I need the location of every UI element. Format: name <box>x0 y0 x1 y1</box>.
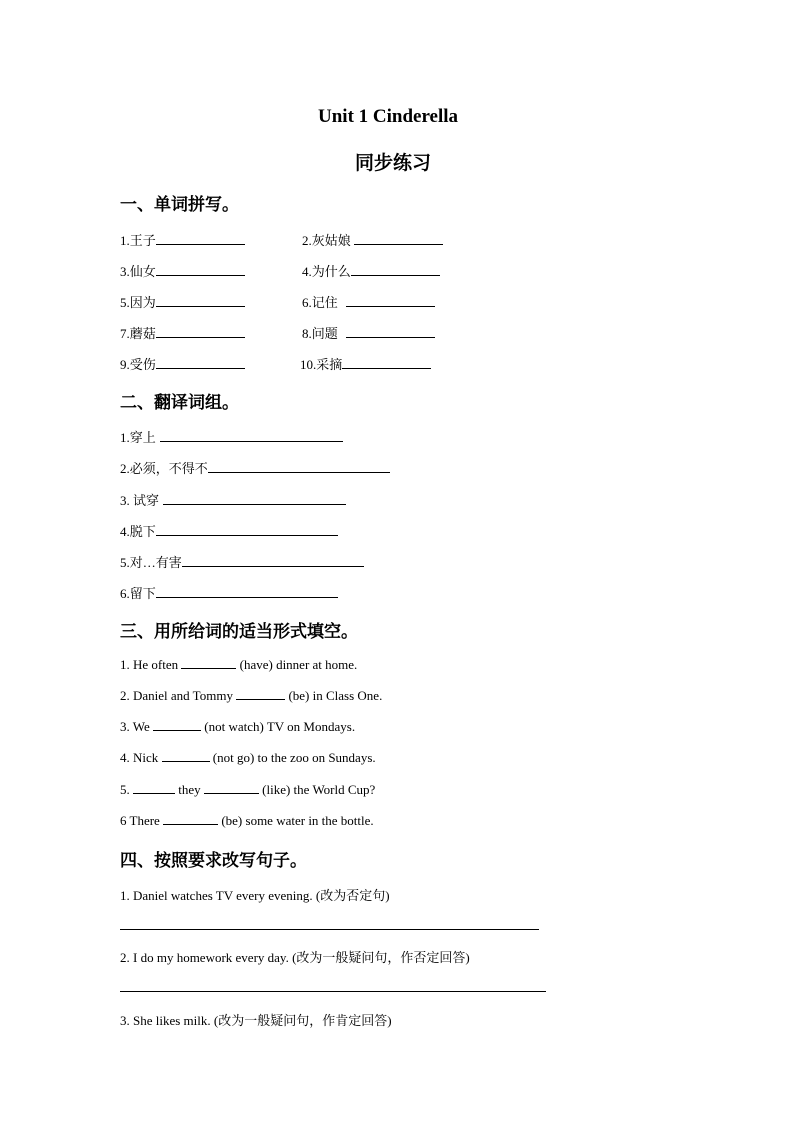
list-item: 1.穿上 <box>120 427 343 446</box>
answer-blank[interactable] <box>156 356 245 369</box>
answer-blank[interactable] <box>346 294 435 307</box>
list-item: 5. they (like) the World Cup? <box>120 782 376 797</box>
answer-blank[interactable] <box>156 523 338 536</box>
answer-blank[interactable] <box>156 585 338 598</box>
answer-blank[interactable] <box>342 356 431 369</box>
answer-blank[interactable] <box>204 781 259 794</box>
list-item: 3.仙女 <box>120 261 245 280</box>
answer-blank[interactable] <box>236 687 285 700</box>
list-item: 5.对…有害 <box>120 552 364 571</box>
list-item: 2.灰姑娘 <box>302 230 443 249</box>
page-subtitle: 同步练习 <box>355 153 432 174</box>
answer-blank[interactable] <box>351 263 440 276</box>
answer-blank[interactable] <box>156 232 245 245</box>
list-item: 1. He often (have) dinner at home. <box>120 657 358 672</box>
answer-blank[interactable] <box>160 429 343 442</box>
list-item: 3. 试穿 <box>120 490 346 509</box>
answer-line[interactable] <box>120 929 539 930</box>
list-item: 2. Daniel and Tommy (be) in Class One. <box>120 688 383 703</box>
section-heading: 四、按照要求改写句子。 <box>120 851 307 870</box>
page-title: Unit 1 Cinderella <box>318 106 459 127</box>
answer-blank[interactable] <box>156 263 245 276</box>
answer-blank[interactable] <box>346 325 435 338</box>
list-item: 4.脱下 <box>120 521 338 540</box>
list-item: 6 There (be) some water in the bottle. <box>120 813 374 828</box>
answer-blank[interactable] <box>133 781 175 794</box>
list-item: 1.王子 <box>120 230 245 249</box>
list-item: 4.为什么 <box>302 261 440 280</box>
answer-blank[interactable] <box>163 812 218 825</box>
list-item: 7.蘑菇 <box>120 323 245 342</box>
list-item: 8.问题 <box>302 323 435 342</box>
answer-blank[interactable] <box>162 749 210 762</box>
answer-blank[interactable] <box>181 656 236 669</box>
answer-blank[interactable] <box>153 718 201 731</box>
answer-blank[interactable] <box>208 460 390 473</box>
answer-blank[interactable] <box>182 554 364 567</box>
list-item: 5.因为 <box>120 292 245 311</box>
list-item: 3. She likes milk. (改为一般疑问句，作肯定回答) <box>120 1013 392 1028</box>
answer-blank[interactable] <box>156 294 245 307</box>
section-heading: 二、翻译词组。 <box>120 393 239 412</box>
list-item: 9.受伤 <box>120 354 245 373</box>
list-item: 4. Nick (not go) to the zoo on Sundays. <box>120 750 376 765</box>
answer-blank[interactable] <box>156 325 245 338</box>
answer-blank[interactable] <box>354 232 443 245</box>
section-heading: 三、用所给词的适当形式填空。 <box>120 622 358 641</box>
list-item: 3. We (not watch) TV on Mondays. <box>120 719 356 734</box>
list-item: 2.必须，不得不 <box>120 458 390 477</box>
answer-blank[interactable] <box>163 492 346 505</box>
section-heading: 一、单词拼写。 <box>120 195 239 214</box>
list-item: 2. I do my homework every day. (改为一般疑问句，作否定回答) <box>120 950 470 965</box>
list-item: 10.采摘 <box>300 354 431 373</box>
list-item: 6.记住 <box>302 292 435 311</box>
list-item: 1. Daniel watches TV every evening. (改为否定句) <box>120 888 390 903</box>
list-item: 6.留下 <box>120 583 338 602</box>
answer-line[interactable] <box>120 991 546 992</box>
